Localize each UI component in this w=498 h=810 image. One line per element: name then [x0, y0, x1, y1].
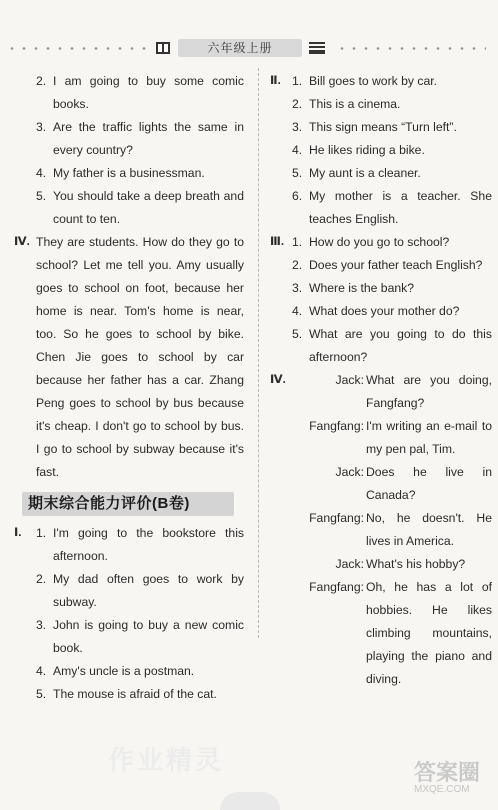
- list-item: 3. Are the traffic lights the same in every country?: [36, 120, 244, 157]
- list-item: 5. What are you going to do this afternoon?: [292, 327, 492, 364]
- list-item: 5. My aunt is a cleaner.: [292, 166, 421, 180]
- list-item: 2. My dad often goes to work by subway.: [36, 572, 244, 609]
- section-iv-right: [270, 369, 492, 691]
- speaker: Jack:: [335, 465, 364, 479]
- footer-decoration: [220, 792, 280, 810]
- speaker: Jack:: [335, 373, 364, 387]
- paragraph: They are students. How do they go to school? Let me tell you. Amy usually goes to school on foot, because her home is near. Tom's home is near, too. So he goes to school by bike. Chen Jie goes to school by car because her father has a car. Zhang Peng goes to school by bus because it's cheap. I don't go to school by bus. I go to school by subway because it's fast.: [36, 235, 244, 479]
- list-item: 4. What does your mother do?: [292, 304, 460, 318]
- section-iv-left: [14, 231, 244, 484]
- dialogue-line: Jack: Does he live in Canada?: [292, 461, 492, 507]
- dialogue-line: Fangfang: I'm writing an e-mail to my pen pal, Tim.: [292, 415, 492, 461]
- list-item: 4. He likes riding a bike.: [292, 143, 425, 157]
- speaker: Fangfang:: [309, 419, 364, 433]
- section-iii: [270, 231, 492, 369]
- watermark: 作业精灵: [108, 745, 225, 775]
- column-divider: [258, 68, 259, 638]
- dialogue-line: Jack: What's his hobby?: [292, 553, 492, 576]
- list-item: 5. You should take a deep breath and count to ten.: [36, 189, 244, 226]
- logo-mark: 答案圈: [414, 760, 481, 785]
- section-numeral: Ⅳ.: [270, 374, 286, 386]
- list-item: 2. Does your father teach English?: [292, 258, 483, 272]
- list-item: 1. I'm going to the bookstore this afternoon.: [36, 526, 244, 563]
- list-item: 1. How do you go to school?: [292, 235, 450, 249]
- section-numeral: Ⅱ.: [270, 75, 281, 87]
- section-numeral: Ⅲ.: [270, 236, 285, 248]
- speaker: Fangfang:: [309, 580, 364, 594]
- list-item: 1. Bill goes to work by car.: [292, 74, 438, 88]
- section-i: [14, 522, 244, 706]
- section-title: 期末综合能力评价(B卷): [28, 495, 190, 512]
- book-icon: [155, 41, 171, 55]
- section-title-bar: [22, 492, 234, 516]
- dialogue-line: Jack: What are you doing, Fangfang?: [292, 369, 492, 415]
- list-item: 3. Where is the bank?: [292, 281, 415, 295]
- left-top-items: [14, 70, 244, 231]
- header-dots-left: [6, 47, 150, 50]
- left-column: [14, 70, 244, 706]
- list-item: 3. John is going to buy a new comic book.: [36, 618, 244, 655]
- section-numeral: Ⅰ.: [14, 527, 22, 539]
- page-header: [0, 38, 498, 58]
- list-item: 3. This sign means “Turn left”.: [292, 120, 457, 134]
- speaker: Fangfang:: [309, 511, 364, 525]
- section-numeral: Ⅳ.: [14, 236, 30, 248]
- list-item: 6. My mother is a teacher. She teaches English.: [292, 189, 492, 226]
- list-item: 2. I am going to buy some comic books.: [36, 74, 244, 111]
- list-item: 4. My father is a businessman.: [36, 166, 205, 180]
- list-item: 2. This is a cinema.: [292, 97, 401, 111]
- dialogue-line: Fangfang: No, he doesn't. He lives in America.: [292, 507, 492, 553]
- section-ii: [270, 70, 492, 231]
- right-column: [270, 70, 492, 691]
- header-title: 六年级上册: [178, 39, 302, 57]
- speaker: Jack:: [335, 557, 364, 571]
- site-logo: [414, 762, 492, 796]
- header-dots-right: [336, 47, 486, 50]
- logo-url: MXQE.COM: [414, 784, 470, 795]
- pages-icon: [309, 42, 325, 54]
- dialogue-line: Fangfang: Oh, he has a lot of hobbies. He likes climbing mountains, playing the piano and diving.: [292, 576, 492, 691]
- list-item: 5. The mouse is afraid of the cat.: [36, 687, 217, 701]
- list-item: 4. Amy's uncle is a postman.: [36, 664, 195, 678]
